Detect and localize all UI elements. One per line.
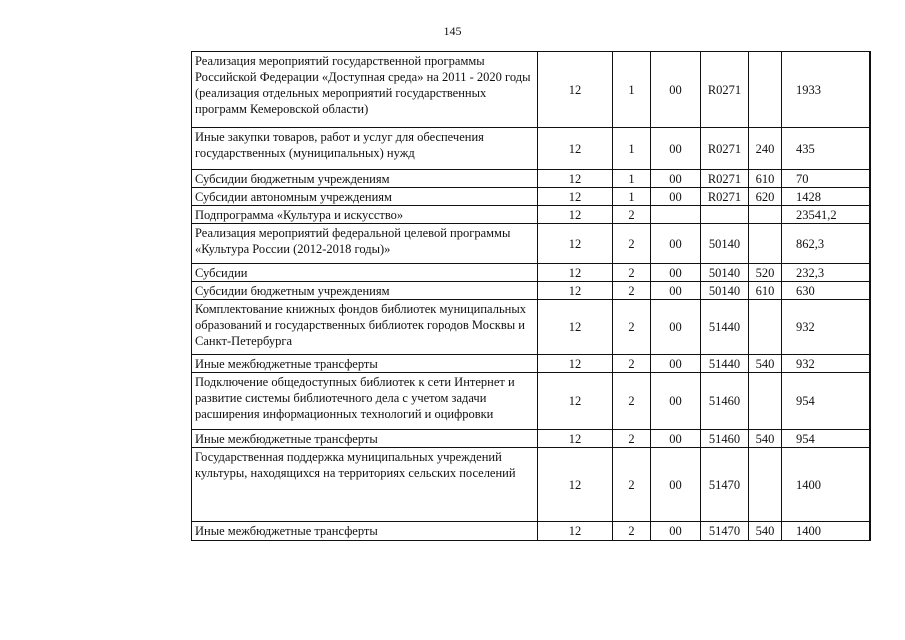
- article-code: [701, 206, 749, 224]
- section-code: 12: [538, 373, 613, 430]
- row-name: Субсидии бюджетным учреждениям: [192, 170, 538, 188]
- section-code: 12: [538, 264, 613, 282]
- subsection-code: 2: [613, 522, 651, 541]
- program-code: 00: [651, 300, 701, 355]
- table-row: [192, 448, 870, 522]
- amount: 232,3: [782, 264, 870, 282]
- table-row: [192, 52, 870, 128]
- program-code: 00: [651, 52, 701, 128]
- section-code: 12: [538, 128, 613, 170]
- row-name: Иные межбюджетные трансферты: [192, 355, 538, 373]
- subsection-code: 1: [613, 128, 651, 170]
- table-row: [192, 206, 870, 224]
- row-name: Иные межбюджетные трансферты: [192, 522, 538, 541]
- article-code: 51460: [701, 373, 749, 430]
- amount: 1933: [782, 52, 870, 128]
- section-code: 12: [538, 282, 613, 300]
- article-code: R0271: [701, 188, 749, 206]
- article-code: 50140: [701, 224, 749, 264]
- expense-type-code: 540: [749, 430, 782, 448]
- expense-type-code: [749, 448, 782, 522]
- section-code: 12: [538, 448, 613, 522]
- row-name: Реализация мероприятий государственной программы Российской Федерации «Доступная среда» на 2011 - 2020 годы (реализация отдельных мероприятий государственных программ Кемеровской области): [192, 52, 538, 128]
- table-row: [192, 224, 870, 264]
- section-code: 12: [538, 206, 613, 224]
- expense-type-code: [749, 52, 782, 128]
- row-name: Иные межбюджетные трансферты: [192, 430, 538, 448]
- article-code: 51440: [701, 300, 749, 355]
- subsection-code: 1: [613, 52, 651, 128]
- article-code: R0271: [701, 128, 749, 170]
- section-code: 12: [538, 522, 613, 541]
- program-code: 00: [651, 522, 701, 541]
- expense-type-code: 540: [749, 522, 782, 541]
- article-code: R0271: [701, 170, 749, 188]
- article-code: R0271: [701, 52, 749, 128]
- subsection-code: 1: [613, 170, 651, 188]
- program-code: 00: [651, 430, 701, 448]
- expense-type-code: [749, 373, 782, 430]
- table-row: [192, 188, 870, 206]
- program-code: 00: [651, 448, 701, 522]
- subsection-code: 1: [613, 188, 651, 206]
- section-code: 12: [538, 52, 613, 128]
- amount: 23541,2: [782, 206, 870, 224]
- expense-type-code: [749, 224, 782, 264]
- expense-type-code: [749, 300, 782, 355]
- subsection-code: 2: [613, 224, 651, 264]
- amount: 630: [782, 282, 870, 300]
- amount: 954: [782, 430, 870, 448]
- subsection-code: 2: [613, 264, 651, 282]
- table-row: [192, 355, 870, 373]
- expense-type-code: 620: [749, 188, 782, 206]
- amount: 70: [782, 170, 870, 188]
- article-code: 51440: [701, 355, 749, 373]
- row-name: Субсидии бюджетным учреждениям: [192, 282, 538, 300]
- program-code: 00: [651, 264, 701, 282]
- amount: 932: [782, 300, 870, 355]
- page-number: 145: [443, 24, 462, 38]
- table-row: [192, 264, 870, 282]
- row-name: Реализация мероприятий федеральной целевой программы «Культура России (2012-2018 годы)»: [192, 224, 538, 264]
- subsection-code: 2: [613, 430, 651, 448]
- section-code: 12: [538, 300, 613, 355]
- section-code: 12: [538, 355, 613, 373]
- table-row: [192, 430, 870, 448]
- row-name: Иные закупки товаров, работ и услуг для обеспечения государственных (муниципальных) нужд: [192, 128, 538, 170]
- program-code: 00: [651, 282, 701, 300]
- expense-type-code: 610: [749, 282, 782, 300]
- expense-type-code: 610: [749, 170, 782, 188]
- article-code: 51470: [701, 522, 749, 541]
- section-code: 12: [538, 224, 613, 264]
- section-code: 12: [538, 188, 613, 206]
- table-row: [192, 373, 870, 430]
- subsection-code: 2: [613, 355, 651, 373]
- article-code: 51470: [701, 448, 749, 522]
- row-name: Комплектование книжных фондов библиотек муниципальных образований и государственных библиотек городов Москвы и Санкт-Петербурга: [192, 300, 538, 355]
- budget-table: [191, 51, 871, 541]
- expense-type-code: 540: [749, 355, 782, 373]
- section-code: 12: [538, 430, 613, 448]
- subsection-code: 2: [613, 448, 651, 522]
- table-row: [192, 522, 870, 541]
- row-name: Подпрограмма «Культура и искусство»: [192, 206, 538, 224]
- program-code: 00: [651, 355, 701, 373]
- table-row: [192, 170, 870, 188]
- program-code: [651, 206, 701, 224]
- table-row: [192, 300, 870, 355]
- expense-type-code: 520: [749, 264, 782, 282]
- row-name: Подключение общедоступных библиотек к сети Интернет и развитие системы библиотечного дела с учетом задачи расширения информационных технологий и оцифровки: [192, 373, 538, 430]
- amount: 1400: [782, 448, 870, 522]
- article-code: 51460: [701, 430, 749, 448]
- subsection-code: 2: [613, 282, 651, 300]
- program-code: 00: [651, 373, 701, 430]
- program-code: 00: [651, 170, 701, 188]
- row-name: Субсидии: [192, 264, 538, 282]
- amount: 932: [782, 355, 870, 373]
- table-row: [192, 128, 870, 170]
- subsection-code: 2: [613, 373, 651, 430]
- section-code: 12: [538, 170, 613, 188]
- program-code: 00: [651, 128, 701, 170]
- subsection-code: 2: [613, 206, 651, 224]
- article-code: 50140: [701, 282, 749, 300]
- row-name: Государственная поддержка муниципальных учреждений культуры, находящихся на территориях сельских поселений: [192, 448, 538, 522]
- table-row: [192, 282, 870, 300]
- row-name: Субсидии автономным учреждениям: [192, 188, 538, 206]
- amount: 435: [782, 128, 870, 170]
- expense-type-code: [749, 206, 782, 224]
- subsection-code: 2: [613, 300, 651, 355]
- amount: 862,3: [782, 224, 870, 264]
- amount: 1428: [782, 188, 870, 206]
- program-code: 00: [651, 224, 701, 264]
- expense-type-code: 240: [749, 128, 782, 170]
- amount: 1400: [782, 522, 870, 541]
- program-code: 00: [651, 188, 701, 206]
- amount: 954: [782, 373, 870, 430]
- article-code: 50140: [701, 264, 749, 282]
